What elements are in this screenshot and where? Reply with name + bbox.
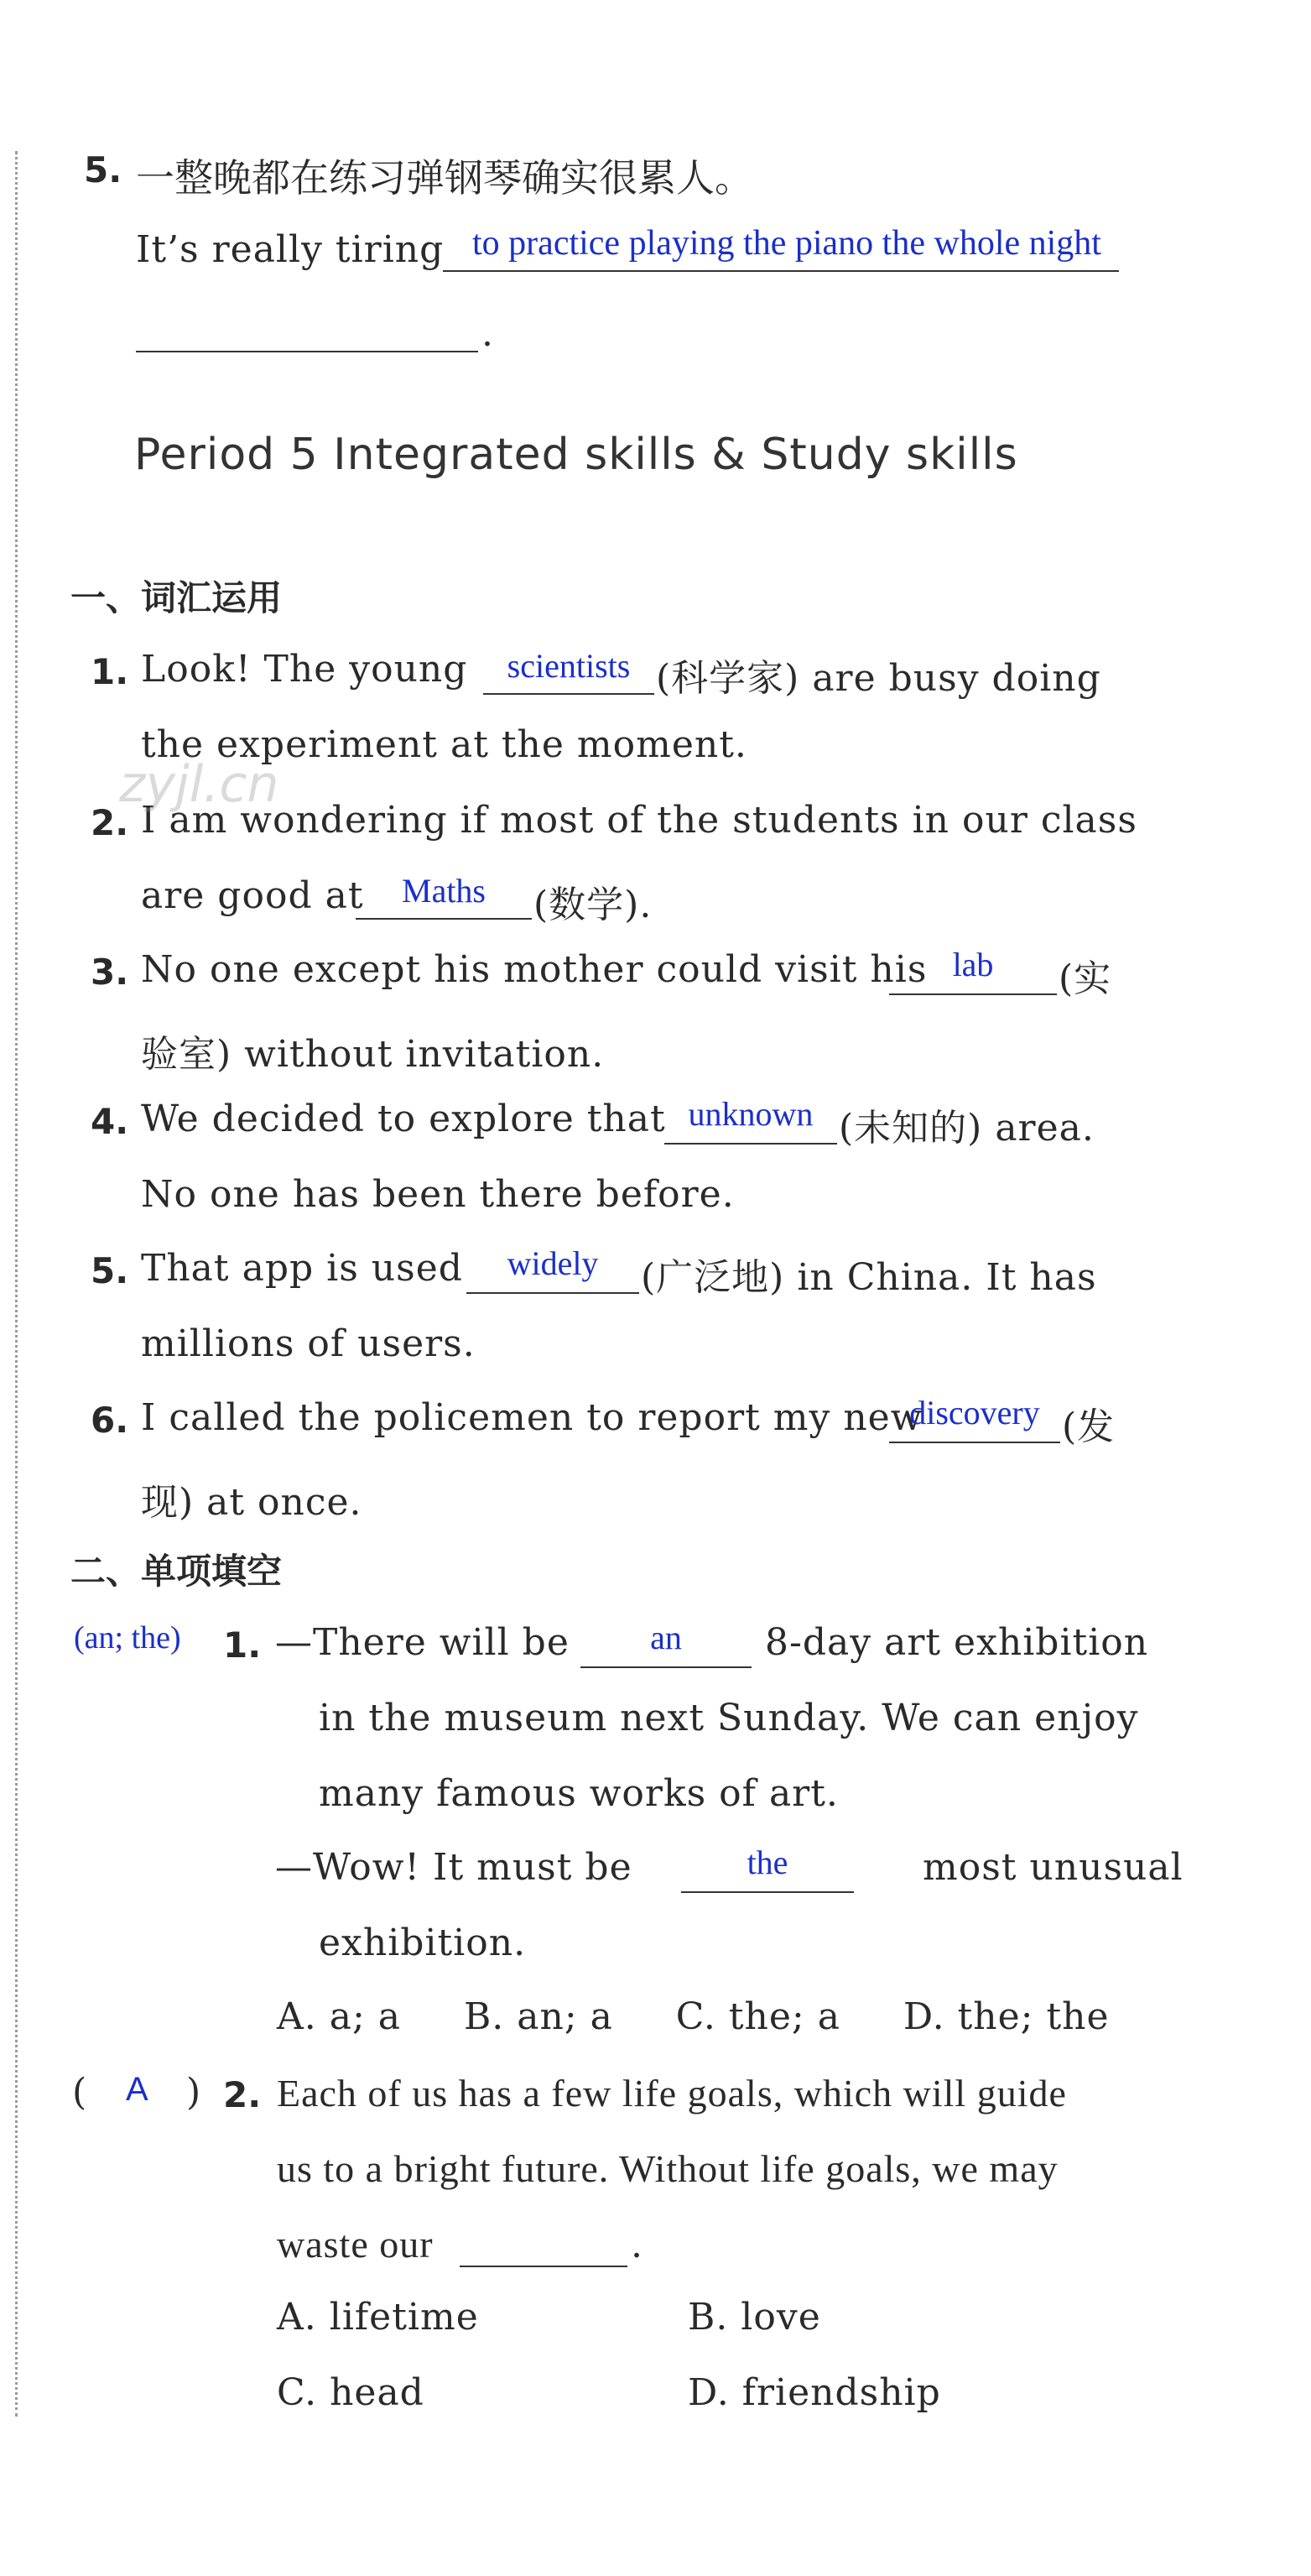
s2-q1-answer2: the xyxy=(747,1843,788,1881)
s2-q2-bracket-left: ( xyxy=(72,2071,88,2114)
s1-q5-blank xyxy=(466,1292,639,1294)
top-q5-blank-line xyxy=(443,270,1119,272)
s1-q1-line2: the experiment at the moment. xyxy=(141,723,747,766)
section2-heading: 二、单项填空 xyxy=(70,1551,283,1592)
s1-q4-number: 4. xyxy=(91,1101,129,1142)
s1-q4-blank xyxy=(664,1143,837,1145)
s2-q1-blank2 xyxy=(681,1891,854,1893)
s1-q1-text-b: (科学家) are busy doing xyxy=(656,657,1101,700)
s2-q2-line3-end: . xyxy=(631,2224,643,2266)
s2-q2-line1: Each of us has a few life goals, which will guide xyxy=(277,2072,1067,2115)
s1-q4-text-b: (未知的) area. xyxy=(839,1107,1095,1150)
s2-q2-line2: us to a bright future. Without life goals, we may xyxy=(277,2147,1059,2190)
s1-q1-blank xyxy=(483,693,654,695)
s2-q1-answer1: an xyxy=(650,1619,682,1656)
s2-q1-line3: many famous works of art. xyxy=(319,1772,839,1815)
s1-q3-blank xyxy=(889,993,1057,995)
s1-q5-line2: millions of users. xyxy=(141,1322,476,1365)
s2-q2-bracket-right: ) xyxy=(186,2071,202,2114)
s1-q6-text-b: (发 xyxy=(1062,1405,1116,1448)
s1-q6-text-a: I called the policemen to report my new xyxy=(141,1396,923,1439)
s2-q1-line1b: 8-day art exhibition xyxy=(765,1621,1149,1664)
s2-q1-line4b: most unusual xyxy=(923,1846,1184,1889)
s1-q2-text-b: are good at xyxy=(141,874,364,917)
s2-q1-number: 1. xyxy=(223,1624,262,1666)
top-q5-number: 5. xyxy=(84,149,122,190)
s1-q3-answer: lab xyxy=(952,946,994,983)
top-q5-chinese: 一整晚都在练习弹钢琴确实很累人。 xyxy=(136,155,753,201)
s2-q1-bracket-answer: (an; the) xyxy=(74,1620,181,1656)
s2-q2-bracket-answer: A xyxy=(126,2071,148,2108)
s1-q2-answer: Maths xyxy=(402,872,486,910)
s1-q5-text-b: (广泛地) in China. It has xyxy=(641,1256,1097,1299)
s1-q3-text-a: No one except his mother could visit his xyxy=(141,948,928,991)
s1-q4-answer: unknown xyxy=(688,1095,814,1133)
s1-q2-blank xyxy=(356,918,532,920)
s1-q5-number: 5. xyxy=(91,1250,129,1291)
s2-q1-line1a: —There will be xyxy=(275,1621,570,1664)
s1-q6-blank xyxy=(889,1442,1060,1443)
s2-q2-line3: waste our xyxy=(277,2223,434,2266)
s1-q6-number: 6. xyxy=(91,1400,129,1441)
s1-q2-number: 2. xyxy=(91,802,129,843)
s2-q1-line2: in the museum next Sunday. We can enjoy xyxy=(319,1697,1139,1739)
s1-q6-answer: discovery xyxy=(909,1394,1040,1431)
s1-q4-text-a: We decided to explore that xyxy=(141,1098,666,1140)
s1-q5-answer: widely xyxy=(507,1244,599,1282)
s2-q1-line5: exhibition. xyxy=(319,1922,527,1964)
s2-q2-blank xyxy=(460,2266,627,2267)
s2-q1-blank1 xyxy=(580,1666,752,1668)
section1-heading: 一、词汇运用 xyxy=(70,577,283,618)
margin-dotted-line xyxy=(15,151,18,2417)
s2-q2-option-b: B. love xyxy=(688,2296,821,2339)
top-q5-answer: to practice playing the piano the whole night xyxy=(472,224,1101,263)
top-q5-period: . xyxy=(481,312,494,355)
s1-q2-text-a: I am wondering if most of the students in our class xyxy=(141,799,1137,842)
s2-q1-options: A. a; a B. an; a C. the; a D. the; the xyxy=(277,1995,1110,2038)
top-q5-prompt: It’s really tiring xyxy=(136,228,445,271)
s1-q4-line2: No one has been there before. xyxy=(141,1173,735,1216)
s2-q2-option-a: A. lifetime xyxy=(277,2296,479,2339)
s1-q1-answer: scientists xyxy=(507,647,631,685)
s2-q1-line4a: —Wow! It must be xyxy=(275,1846,632,1889)
s1-q2-text-c: (数学). xyxy=(533,884,653,926)
s2-q2-number: 2. xyxy=(223,2074,262,2115)
s1-q1-text-a: Look! The young xyxy=(141,648,468,691)
s1-q6-line2: 现) at once. xyxy=(141,1481,362,1524)
period-title: Period 5 Integrated skills & Study skills xyxy=(134,430,1018,480)
watermark: zyjl.cn xyxy=(119,755,279,814)
s2-q2-option-c: C. head xyxy=(277,2371,424,2414)
s1-q3-number: 3. xyxy=(91,952,129,993)
s1-q5-text-a: That app is used xyxy=(141,1247,463,1290)
s1-q1-number: 1. xyxy=(91,651,129,692)
top-q5-blank-line-2 xyxy=(136,351,478,352)
s1-q3-line2: 验室) without invitation. xyxy=(141,1033,605,1076)
s2-q2-option-d: D. friendship xyxy=(688,2371,941,2414)
s1-q3-text-b: (实 xyxy=(1059,957,1112,1000)
